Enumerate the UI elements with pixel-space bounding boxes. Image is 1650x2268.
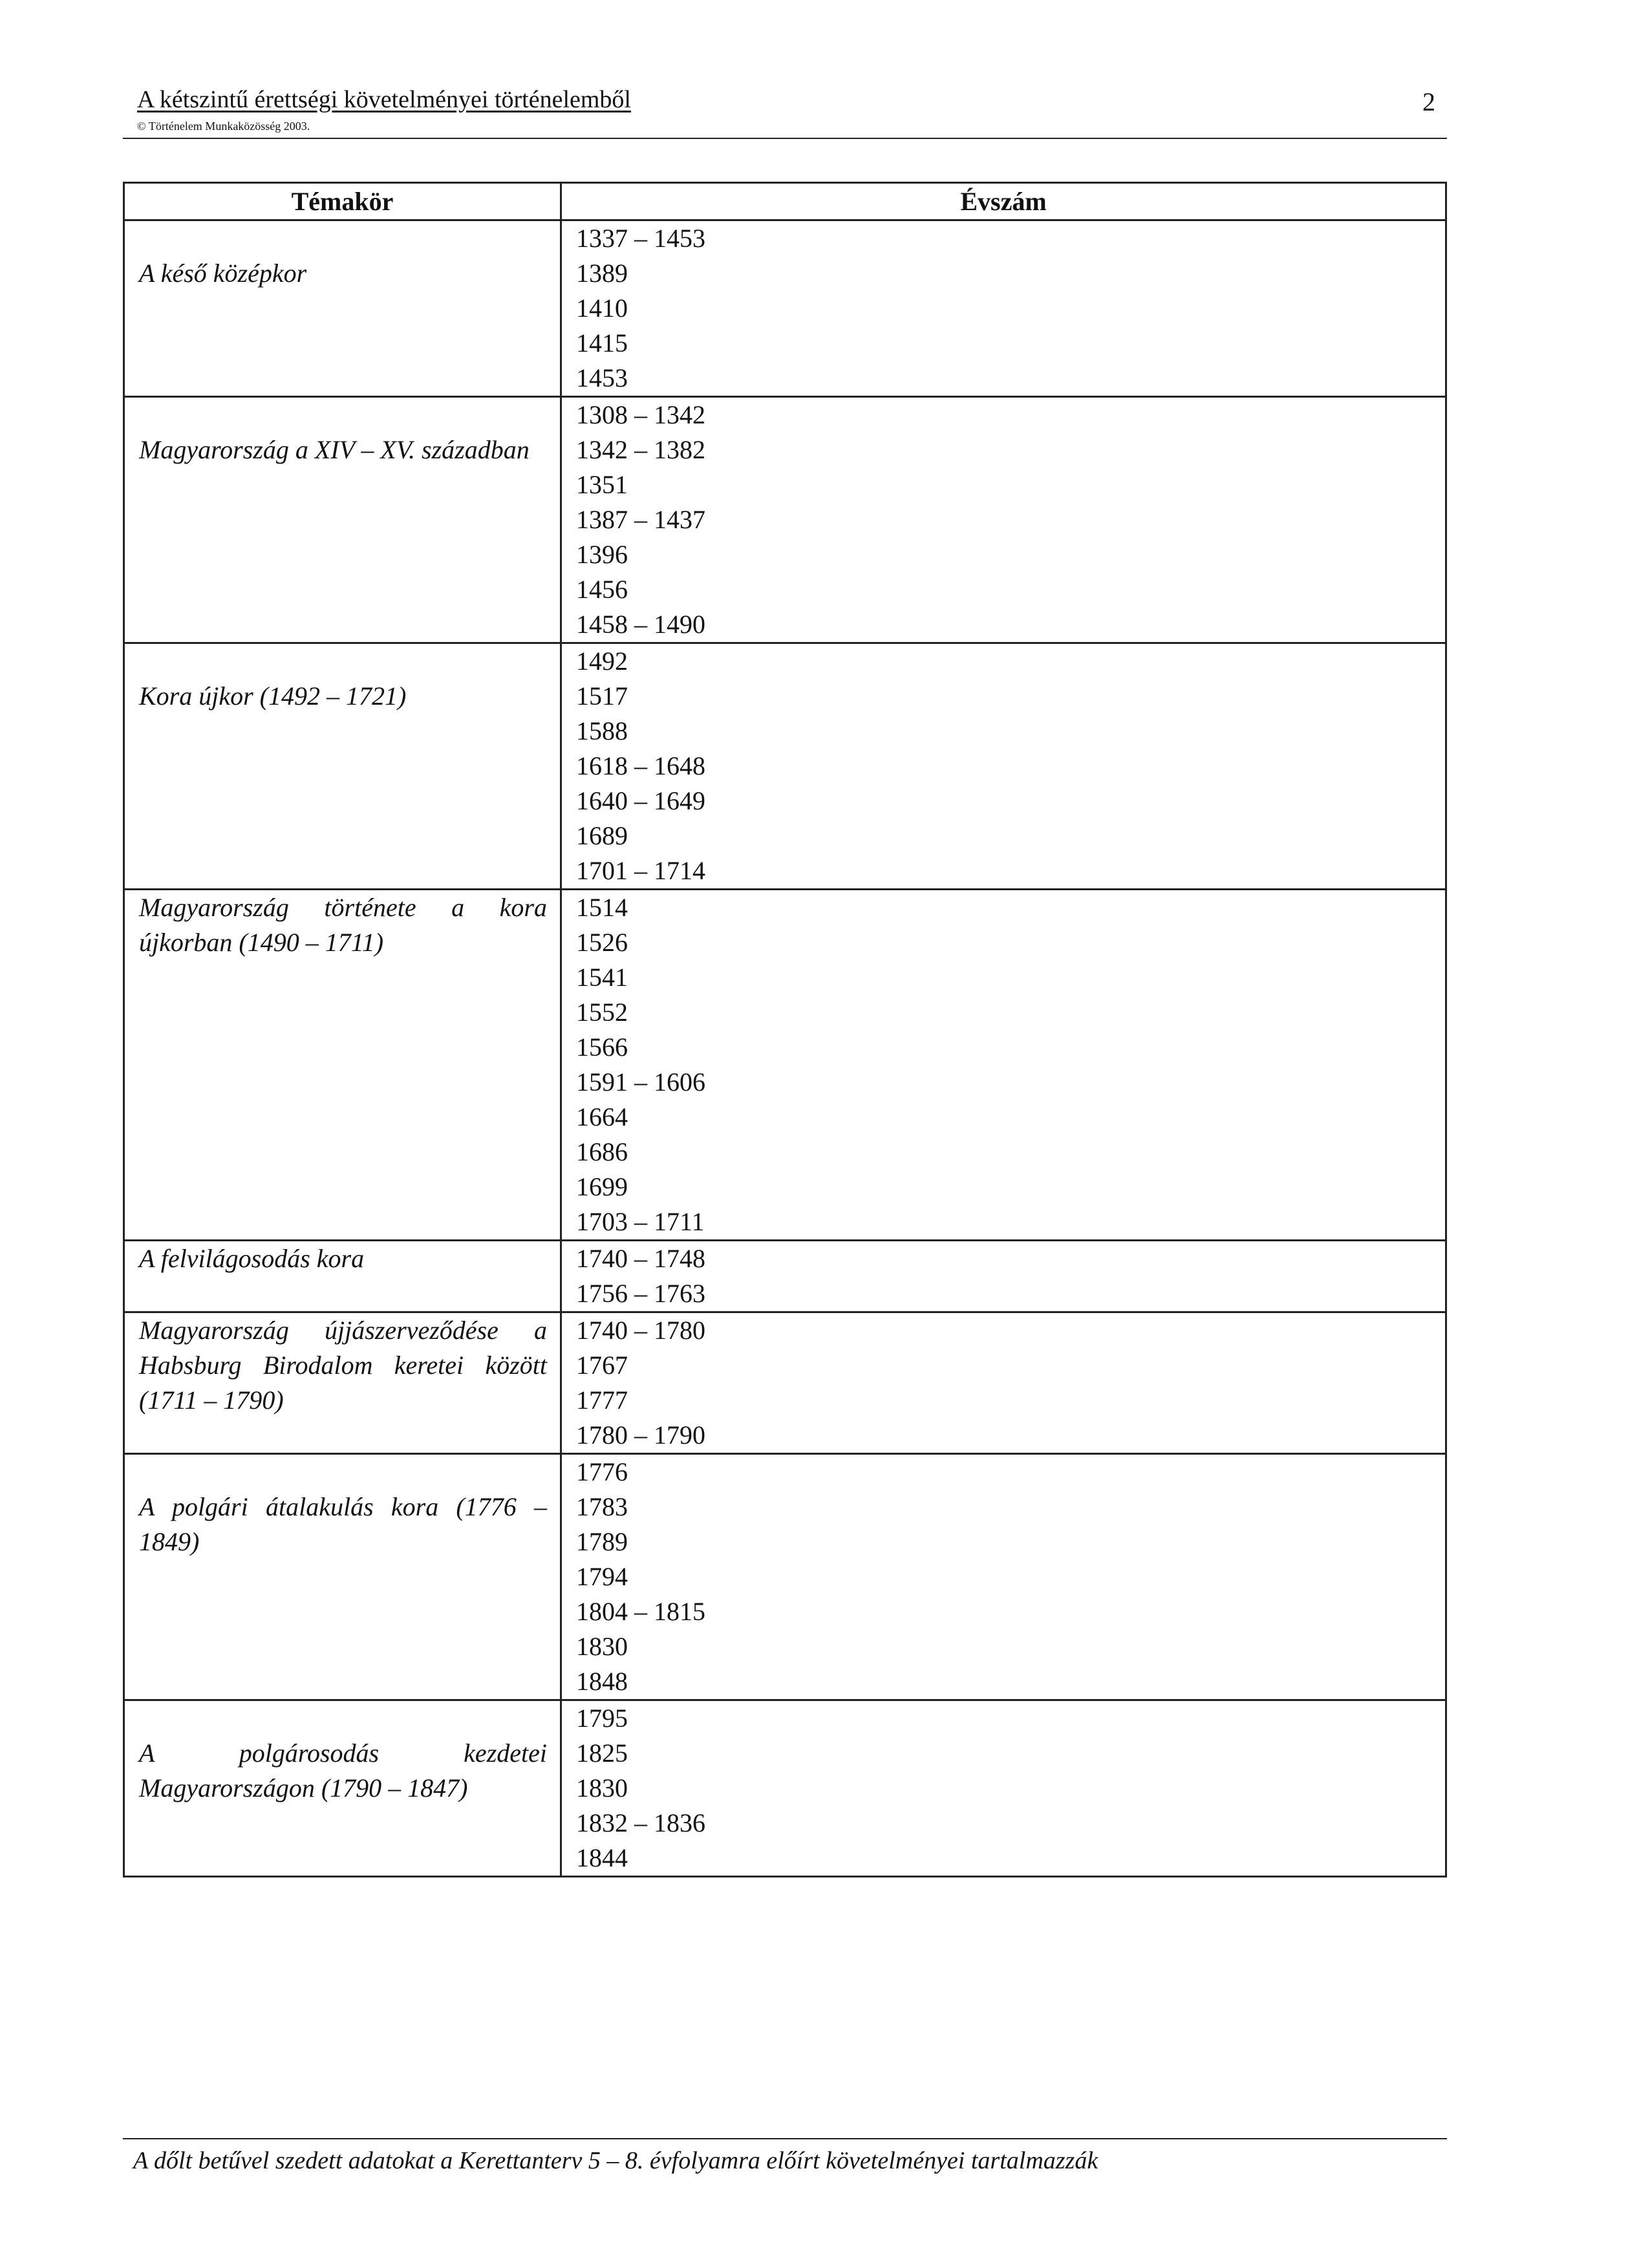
year-cell bbox=[562, 644, 1445, 888]
year-entry: 1453 bbox=[576, 363, 628, 392]
year-entry: 1776 bbox=[576, 1457, 628, 1486]
year-cell bbox=[562, 398, 1445, 642]
year-entry: 1541 bbox=[576, 963, 628, 992]
topic-label: Magyarország újjászerveződése a Habsburg Birodalom keretei között (1711 – 1790) bbox=[139, 1316, 547, 1415]
year-entry: 1789 bbox=[576, 1527, 628, 1556]
year-entry: 1514 bbox=[576, 893, 628, 922]
table-row bbox=[125, 398, 1445, 644]
year-entry: 1780 – 1790 bbox=[576, 1420, 705, 1450]
table-row bbox=[125, 644, 1445, 890]
topic-cell bbox=[125, 1455, 562, 1699]
table-row bbox=[125, 221, 1445, 398]
year-entry: 1825 bbox=[576, 1738, 628, 1768]
year-entry: 1396 bbox=[576, 540, 628, 569]
table-row bbox=[125, 890, 1445, 1241]
table-row bbox=[125, 1313, 1445, 1455]
header-divider bbox=[123, 138, 1447, 139]
table-body bbox=[125, 221, 1445, 1876]
year-entry: 1618 – 1648 bbox=[576, 751, 705, 780]
footer-divider bbox=[123, 2138, 1447, 2139]
topic-cell bbox=[125, 644, 562, 888]
year-entry: 1664 bbox=[576, 1102, 628, 1131]
year-entry: 1783 bbox=[576, 1492, 628, 1521]
year-cell bbox=[562, 1241, 1445, 1311]
year-entry: 1756 – 1763 bbox=[576, 1279, 705, 1308]
year-entry: 1794 bbox=[576, 1562, 628, 1591]
topic-cell bbox=[125, 1701, 562, 1876]
topic-cell bbox=[125, 1241, 562, 1311]
year-entry: 1795 bbox=[576, 1704, 628, 1733]
year-entry: 1591 – 1606 bbox=[576, 1067, 705, 1097]
year-entry: 1848 bbox=[576, 1667, 628, 1696]
year-cell bbox=[562, 1455, 1445, 1699]
topic-label: Magyarország története a kora újkorban (1490 – 1711) bbox=[139, 893, 547, 957]
year-cell bbox=[562, 221, 1445, 396]
year-entry: 1456 bbox=[576, 575, 628, 604]
year-entry: 1566 bbox=[576, 1032, 628, 1062]
year-entry: 1804 – 1815 bbox=[576, 1597, 705, 1626]
year-entry: 1740 – 1748 bbox=[576, 1244, 705, 1273]
topics-table bbox=[123, 182, 1447, 1878]
year-entry: 1740 – 1780 bbox=[576, 1316, 705, 1345]
topic-label: A polgári átalakulás kora (1776 – 1849) bbox=[139, 1492, 547, 1556]
year-entry: 1830 bbox=[576, 1632, 628, 1661]
year-cell bbox=[562, 1313, 1445, 1453]
year-entry: 1701 – 1714 bbox=[576, 856, 705, 885]
table-row bbox=[125, 1241, 1445, 1313]
year-entry: 1387 – 1437 bbox=[576, 505, 705, 534]
topic-label: A késő középkor bbox=[139, 259, 307, 288]
year-cell bbox=[562, 890, 1445, 1239]
year-entry: 1767 bbox=[576, 1351, 628, 1380]
year-entry: 1458 – 1490 bbox=[576, 610, 705, 639]
year-entry: 1640 – 1649 bbox=[576, 786, 705, 815]
year-entry: 1526 bbox=[576, 928, 628, 957]
topic-cell bbox=[125, 221, 562, 396]
year-entry: 1552 bbox=[576, 998, 628, 1027]
footer-note: A dőlt betűvel szedett adatokat a Kerettanterv 5 – 8. évfolyamra előírt követelményei tartalmazzák bbox=[133, 2147, 1098, 2174]
year-entry: 1830 bbox=[576, 1773, 628, 1803]
year-entry: 1686 bbox=[576, 1137, 628, 1166]
year-entry: 1342 – 1382 bbox=[576, 435, 705, 464]
year-entry: 1351 bbox=[576, 470, 628, 499]
table-header bbox=[125, 184, 1445, 221]
year-entry: 1703 – 1711 bbox=[576, 1207, 705, 1236]
topic-cell bbox=[125, 398, 562, 642]
year-entry: 1517 bbox=[576, 681, 628, 711]
topic-label: Magyarország a XIV – XV. században bbox=[139, 435, 530, 464]
year-entry: 1844 bbox=[576, 1843, 628, 1872]
year-entry: 1699 bbox=[576, 1172, 628, 1201]
year-entry: 1415 bbox=[576, 328, 628, 358]
year-entry: 1689 bbox=[576, 821, 628, 850]
topic-label: Kora újkor (1492 – 1721) bbox=[139, 681, 407, 711]
column-header-year: Évszám bbox=[960, 187, 1047, 216]
year-entry: 1588 bbox=[576, 716, 628, 745]
year-entry: 1337 – 1453 bbox=[576, 224, 705, 253]
year-cell bbox=[562, 1701, 1445, 1876]
topic-label: A felvilágosodás kora bbox=[139, 1244, 365, 1273]
year-entry: 1410 bbox=[576, 294, 628, 323]
topic-label: A polgárosodás kezdetei Magyarországon (1790 – 1847) bbox=[139, 1738, 547, 1803]
document-title: A kétszintű érettségi követelményei történelemből bbox=[137, 86, 631, 113]
year-entry: 1308 – 1342 bbox=[576, 400, 705, 429]
column-header-topic: Témakör bbox=[125, 184, 562, 219]
copyright-notice: © Történelem Munkaközösség 2003. bbox=[137, 120, 310, 133]
table-row bbox=[125, 1701, 1445, 1876]
topic-cell bbox=[125, 1313, 562, 1453]
year-entry: 1832 – 1836 bbox=[576, 1808, 705, 1837]
year-entry: 1389 bbox=[576, 259, 628, 288]
year-entry: 1777 bbox=[576, 1385, 628, 1415]
table-row bbox=[125, 1455, 1445, 1701]
page-number: 2 bbox=[1422, 87, 1435, 116]
topic-cell bbox=[125, 890, 562, 1239]
year-entry: 1492 bbox=[576, 647, 628, 676]
